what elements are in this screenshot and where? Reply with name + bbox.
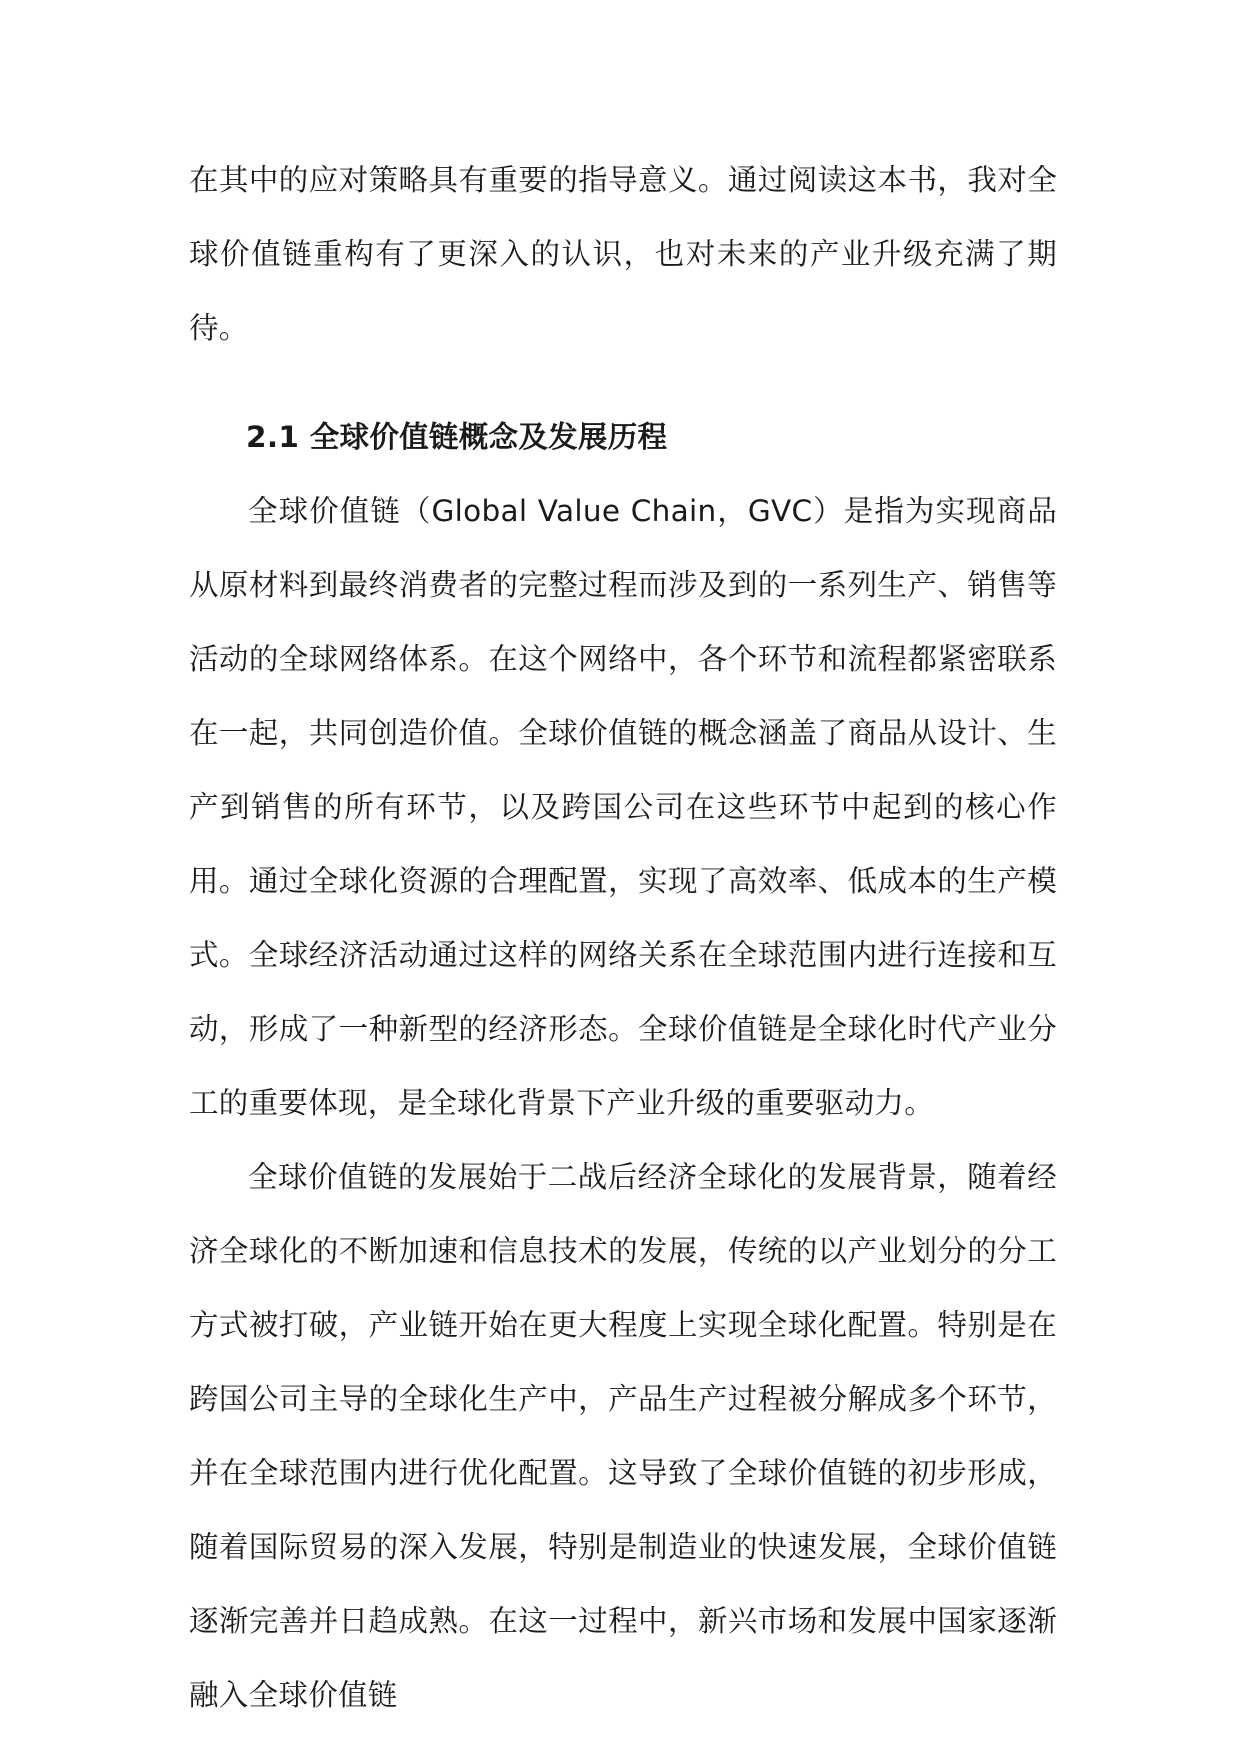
intro-paragraph: 在其中的应对策略具有重要的指导意义。通过阅读这本书，我对全球价值链重构有了更深入的认识，也对未来的产业升级充满了期待。: [189, 163, 1057, 345]
document-body: [189, 143, 1057, 1732]
body-paragraph-2: 全球价值链的发展始于二战后经济全球化的发展背景，随着经济全球化的不断加速和信息技术的发展，传统的以产业划分的分工方式被打破，产业链开始在更大程度上实现全球化配置。特别是在跨国公司主导的全球化生产中，产品生产过程被分解成多个环节，并在全球范围内进行优化配置。这导致了全球价值链的初步形成，随着国际贸易的深入发展，特别是制造业的快速发展，全球价值链逐渐完善并日趋成熟。在这一过程中，新兴市场和发展中国家逐渐融入全球价值链: [189, 1160, 1057, 1712]
body-paragraph-1: 全球价值链（Global Value Chain，GVC）是指为实现商品从原材料到最终消费者的完整过程而涉及到的一系列生产、销售等活动的全球网络体系。在这个网络中，各个环节和流程都紧密联系在一起，共同创造价值。全球价值链的概念涵盖了商品从设计、生产到销售的所有环节，以及跨国公司在这些环节中起到的核心作用。通过全球化资源的合理配置，实现了高效率、低成本的生产模式。全球经济活动通过这样的网络关系在全球范围内进行连接和互动，形成了一种新型的经济形态。全球价值链是全球化时代产业分工的重要体现，是全球化背景下产业升级的重要驱动力。: [189, 494, 1057, 1120]
section-heading: 2.1 全球价值链概念及发展历程: [246, 420, 668, 454]
